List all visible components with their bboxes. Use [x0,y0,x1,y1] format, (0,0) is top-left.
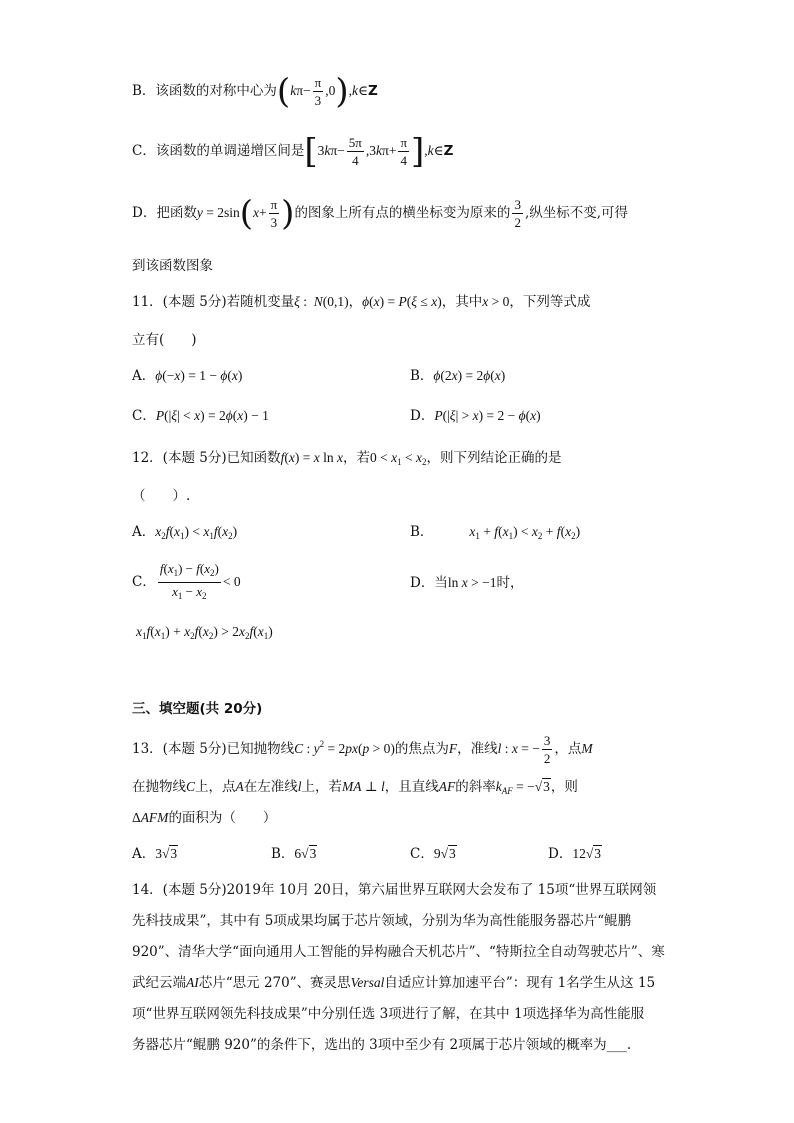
q13-stem-line2: 在抛物线C上，点A在左准线l上，若MA ⊥ l，且直线AF的斜率$k_{AF} = -√3$，则 [132,779,578,796]
q14-line1: 14．(本题 5分)2019年 10月 20日，第六届世界互联网大会发布了 15项“世界互联网领 [132,882,657,898]
q13-option-c-label: C． [410,846,434,862]
q14-line3: 920”、清华大学“面向通用人工智能的异构融合天机芯片”、“特斯拉全自动驾驶芯片”、寒 [132,944,665,960]
q10-option-d: D．把函数y = 2sin(x+ $\frac{\pi}{3}$ )的图象上所有点的横坐标变为原来的 $\frac{3}{2}$ ,纵坐标不变,可得 [132,193,629,234]
q14-line4-c: 自适应计算加速平台”：现有 1名学生从这 15 [384,975,656,991]
q13-line2-b: 上，点 [195,779,236,795]
q12-stem-suffix: ，则下列结论正确的是 [426,450,562,466]
q10-option-b-text: B．该函数的对称中心为 [132,83,277,99]
q11-stem-mid: ，其中 [441,294,483,310]
fraction: $\frac{f(x_1) - f(x_2)}{x_1 - x_2}$ [159,561,219,601]
q13-line2-g: ，则 [550,779,578,795]
q13-stem-mid1: 的焦点为 [394,741,449,757]
q12-option-d-suffix: 时， [496,575,524,591]
q13-option-a-label: A． [132,846,156,862]
q10-option-d-mid: 的图象上所有点的横坐标变为原来的 [294,205,511,221]
q14-line2: 先科技成果”，其中有 5项成果均属于芯片领域，分别为华为高性能服务器芯片“鲲鹏 [132,913,632,929]
fraction: $\frac{\pi}{3}$ [314,75,322,108]
q11-stem: 11．(本题 5分)若随机变量ξ : N(0,1)，ϕ(x) = P(ξ ≤ x)，其中x > 0，下列等式成 [132,294,591,310]
q13-line3-suffix: 的面积为（ ） [168,810,277,826]
q13-option-d-value: 12 [572,846,586,861]
q13-stem: 13．(本题 5分)已知抛物线C : $y^2 = 2px(p > 0)$的焦点为F，准线l : x = − $\frac{3}{2}$ ，点M [132,733,593,766]
q13-option-a: A．3√3 [132,846,178,862]
q10-option-b: B．该函数的对称中心为(kπ− $\frac{\pi}{3}$ ,0),k∈Z [132,71,378,112]
q12-option-a: A．$x_2f(x_1) < x_1f(x_2)$ [132,524,238,541]
q11-option-d: D．P(|ξ| > x) = 2 − ϕ(x) [410,408,541,424]
q13-option-d: D．12√3 [548,846,601,862]
q11-stem-line2: 立有( ) [132,332,197,348]
q13-option-b-value: 6 [294,846,302,861]
q11-option-c: C．P(|ξ| < x) = 2ϕ(x) − 1 [132,408,269,424]
q13-option-b: B．6√3 [271,846,317,862]
fraction: $\frac{\pi}{3}$ [270,197,278,230]
q12-option-d-label: D．当 [410,575,448,591]
q12-option-b: B． $x_1 + f(x_1) < x_2 + f(x_2)$ [410,524,581,541]
q13-option-d-label: D． [548,846,573,862]
q14-line4-b: 芯片“思元 270”、赛灵思 [198,975,351,991]
q10-option-d-line2: 到该函数图象 [132,258,213,274]
q10-option-d-suffix: ,纵坐标不变,可得 [524,205,629,221]
q13-stem-mid2: ，准线 [457,741,498,757]
fraction: $\frac{5\pi}{4}$ [348,135,362,168]
q13-option-c-value: 9 [433,846,441,861]
q14-line4-a: 武纪云端 [132,975,186,991]
q12-option-d: D．当ln x > −1时， [410,575,524,591]
q13-line2-c: 在左准线 [243,779,298,795]
q11-stem-suffix: ，下列等式成 [509,294,591,310]
q13-stem-line3: ΔAFM的面积为（ ） [132,810,277,826]
q10-option-d-text: D．把函数 [132,205,197,221]
q12-option-c-label: C． [132,574,156,590]
bracket-left: [ [304,131,318,172]
q13-option-b-label: B． [271,846,295,862]
q11-option-a-label: A． [132,368,156,384]
q12-stem-line2: （ ）. [132,488,191,504]
q11-option-b-label: B． [410,368,434,384]
q11-option-b: B．ϕ(2x) = 2ϕ(x) [410,368,506,384]
q12-stem: 12．(本题 5分)已知函数f(x) = x ln x，若$0 < x_1 < x_2$，则下列结论正确的是 [132,450,562,467]
q10-option-c-text: C．该函数的单调递增区间是 [132,143,305,159]
section-title: 三、填空题(共 20分) [132,701,263,717]
q12-option-d-expr: $x_1f(x_1) + x_2f(x_2) > 2x_2f(x_1)$ [136,624,273,641]
q14-line5: 项“世界互联网领先科技成果”中分别任选 3项进行了解，在其中 1项选择华为高性能服 [132,1006,645,1022]
q10-option-c: C．该函数的单调递增区间是[3kπ− $\frac{5\pi}{4}$ ,3kπ+ $\frac{\pi}{4}$ ],k∈Z [132,131,454,172]
q12-option-b-label: B． [410,524,434,540]
q12-stem-text: 12．(本题 5分)已知函数 [132,450,281,466]
q11-option-c-label: C． [132,408,156,424]
q13-line2-f: 的斜率 [455,779,496,795]
q13-line2-e: ，且直线 [384,779,439,795]
bracket-right: ] [411,131,425,172]
q11-option-a: A．ϕ(−x) = 1 − ϕ(x) [132,368,243,384]
q13-option-c: C．9√3 [410,846,456,862]
q13-stem-text: 13．(本题 5分)已知抛物线 [132,741,295,757]
q12-stem-mid: ，若 [342,450,370,466]
fraction: $\frac{3}{2}$ [514,197,521,230]
paren-left: ( [239,193,253,234]
q13-stem-suffix: ，点 [554,741,582,757]
q13-line2-a: 在抛物线 [132,779,186,795]
q12-option-c: C． $\frac{f(x_1) - f(x_2)}{x_1 - x_2}$ < 0 [132,560,241,605]
q13-line2-d: 上，若 [301,779,343,795]
paren-right: ) [281,193,295,234]
q13-option-a-value: 3 [155,846,162,861]
paren-right: ) [335,71,349,112]
q14-line6: 务器芯片“鲲鹏 920”的条件下，选出的 3项中至少有 2项属于芯片领域的概率为___. [132,1037,632,1053]
q12-option-a-label: A． [132,524,156,540]
fraction: $\frac{3}{2}$ [543,733,551,766]
q11-stem-text: 11．(本题 5分)若随机变量 [132,294,295,310]
q14-line4: 武纪云端AI芯片“思元 270”、赛灵思Versal自适应计算加速平台”：现有 1名学生从这 15 [132,975,656,991]
paren-left: ( [276,71,291,112]
q11-option-d-label: D． [410,408,435,424]
fraction: $\frac{\pi}{4}$ [400,135,408,168]
